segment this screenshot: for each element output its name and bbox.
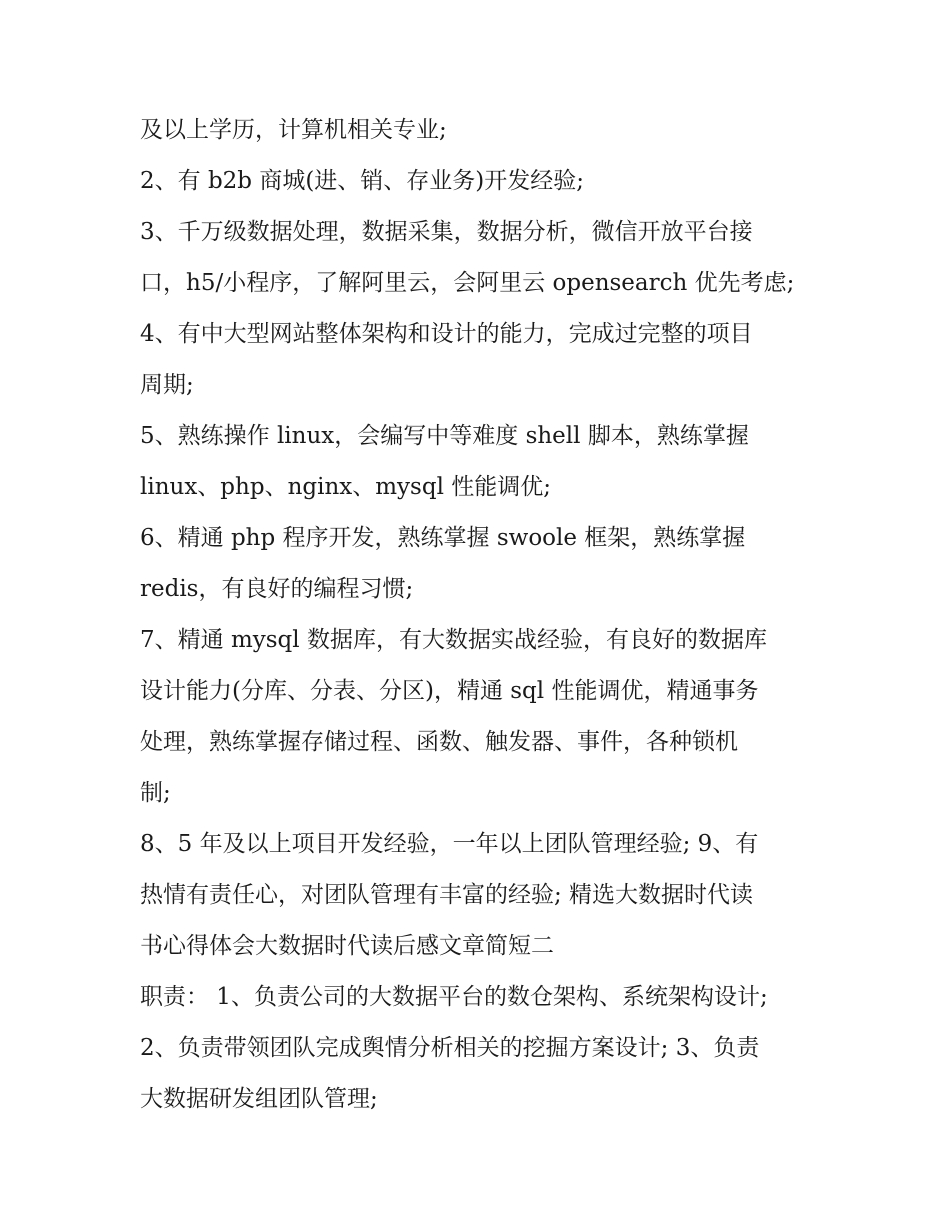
text-line: 8、5 年及以上项目开发经验，一年以上团队管理经验; 9、有 — [140, 831, 759, 857]
text-line: 口，h5/小程序，了解阿里云，会阿里云 opensearch 优先考虑; — [140, 270, 795, 296]
text-line: 处理，熟练掌握存储过程、函数、触发器、事件，各种锁机 — [140, 729, 738, 755]
text-line: 2、负责带领团队完成舆情分析相关的挖掘方案设计; 3、负责 — [140, 1035, 760, 1061]
text-line: 5、熟练操作 linux，会编写中等难度 shell 脚本，熟练掌握 — [140, 423, 749, 449]
text-line: redis，有良好的编程习惯; — [140, 576, 414, 602]
text-line: 书心得体会大数据时代读后感文章简短二 — [140, 933, 554, 959]
text-line: 6、精通 php 程序开发，熟练掌握 swoole 框架，熟练掌握 — [140, 525, 746, 551]
text-line: 周期; — [140, 372, 194, 398]
text-line: linux、php、nginx、mysql 性能调优; — [140, 474, 551, 500]
text-line: 2、有 b2b 商城(进、销、存业务)开发经验; — [140, 168, 585, 194]
text-line: 制; — [140, 780, 171, 806]
document-body — [140, 105, 830, 1125]
text-line: 大数据研发组团队管理; — [140, 1086, 378, 1112]
text-line: 职责： 1、负责公司的大数据平台的数仓架构、系统架构设计; — [140, 984, 768, 1010]
text-line: 7、精通 mysql 数据库，有大数据实战经验，有良好的数据库 — [140, 627, 767, 653]
text-line: 热情有责任心，对团队管理有丰富的经验; 精选大数据时代读 — [140, 882, 754, 908]
text-line: 3、千万级数据处理，数据采集，数据分析，微信开放平台接 — [140, 219, 753, 245]
text-line: 4、有中大型网站整体架构和设计的能力，完成过完整的项目 — [140, 321, 753, 347]
text-line: 设计能力(分库、分表、分区)，精通 sql 性能调优，精通事务 — [140, 678, 759, 704]
text-line: 及以上学历，计算机相关专业; — [140, 117, 447, 143]
